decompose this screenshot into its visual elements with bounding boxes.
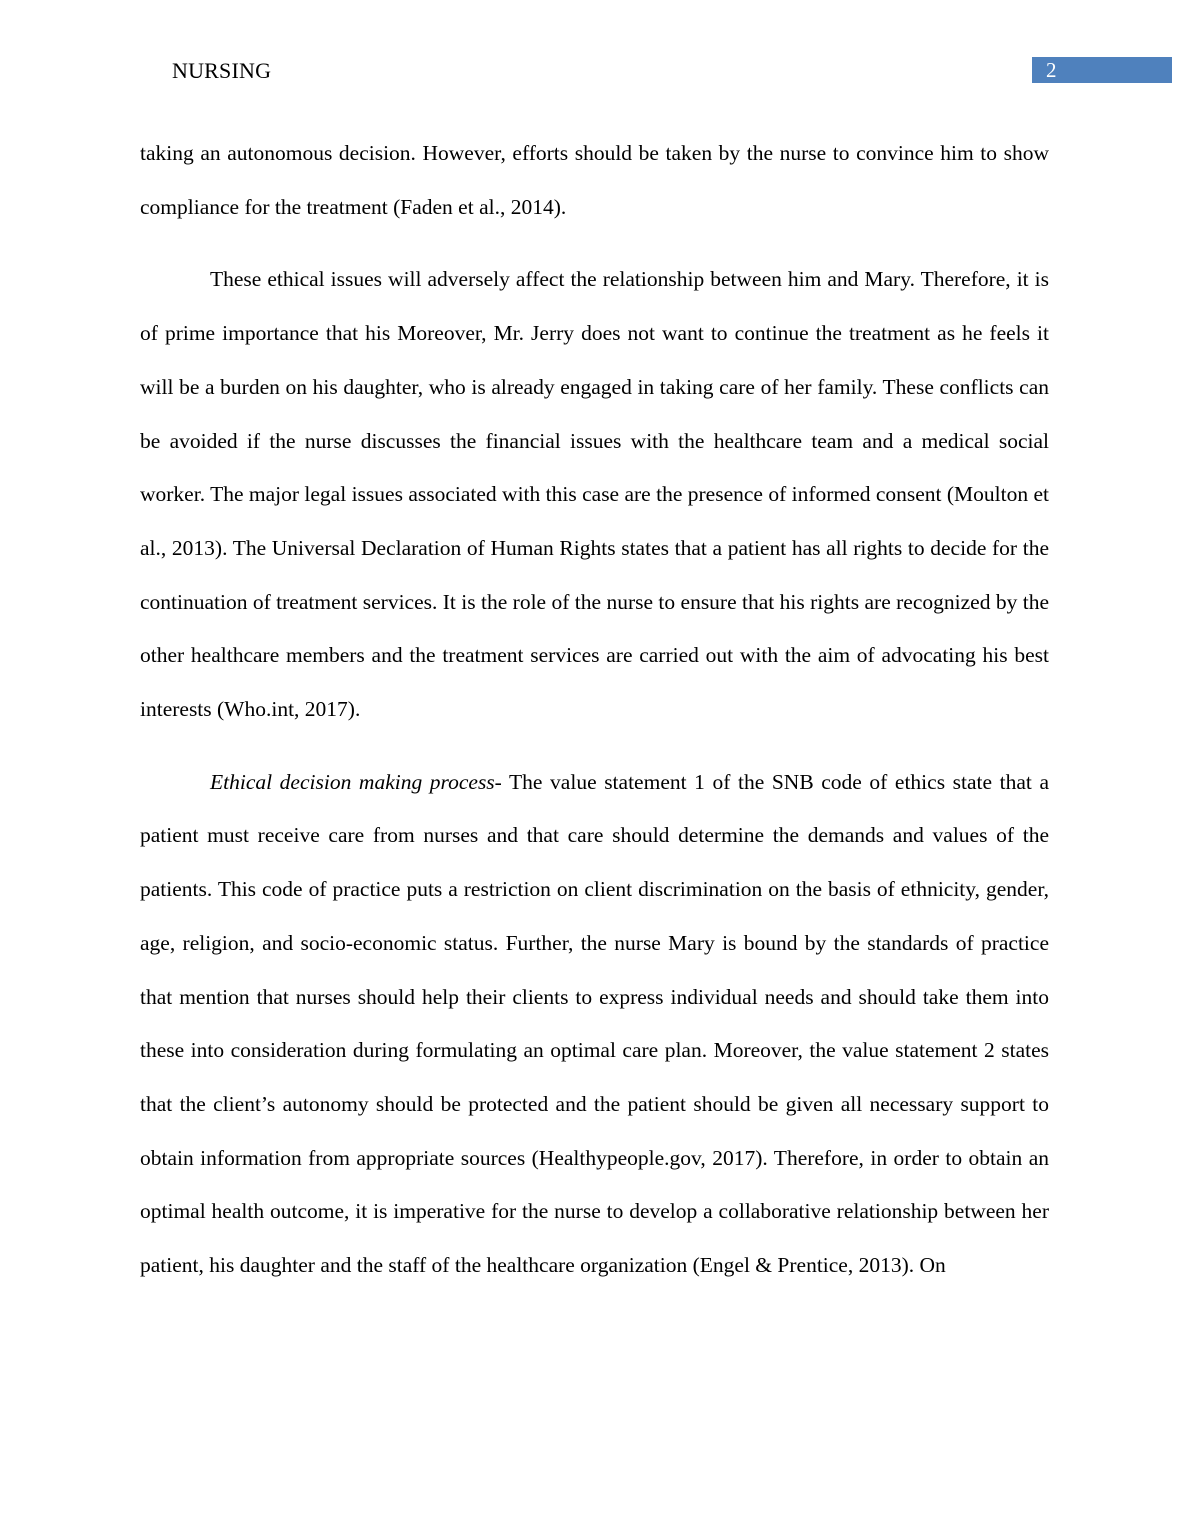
page-number-box [1032,57,1172,83]
paragraph-continuation: taking an autonomous decision. However, efforts should be taken by the nurse to convince him to show compliance for the treatment (Faden et al., 2014). [140,141,1049,219]
running-header-title: NURSING [172,58,272,83]
paragraph-decision-making [140,756,1049,1293]
paragraph-ethical-issues: These ethical issues will adversely affect the relationship between him and Mary. Therefore, it is of prime importance that his Moreover, Mr. Jerry does not want to continue the treatment as he feels it will be a burden on his daughter, who is already engaged in taking care of her family. These conflicts can be avoided if the nurse discusses the financial issues with the healthcare team and a medical social worker. The major legal issues associated with this case are the presence of informed consent (Moulton et al., 2013). The Universal Declaration of Human Rights states that a patient has all rights to decide for the continuation of treatment services. It is the role of the nurse to ensure that his rights are recognized by the other healthcare members and the treatment services are carried out with the aim of advocating his best interests (Who.int, 2017). [140,267,1049,722]
page-number: 2 [1046,58,1057,82]
document-body [140,127,1049,1312]
paragraph-body-text: The value statement 1 of the SNB code of ethics state that a patient must receive care from nurses and that care should determine the demands and values of the patients. This code of practice puts a restriction on client discrimination on the basis of ethnicity, gender, age, religion, and socio-economic status. Further, the nurse Mary is bound by the standards of practice that mention that nurses should help their clients to express individual needs and should take them into these into consideration during formulating an optimal care plan. Moreover, the value statement 2 states that the client’s autonomy should be protected and the patient should be given all necessary support to obtain information from appropriate sources (Healthypeople.gov, 2017). Therefore, in order to obtain an optimal health outcome, it is imperative for the nurse to develop a collaborative relationship between her patient, his daughter and the staff of the healthcare organization (Engel & Prentice, 2013). On [140,769,1049,1278]
paragraph-lead-heading: Ethical decision making process- [210,769,502,794]
